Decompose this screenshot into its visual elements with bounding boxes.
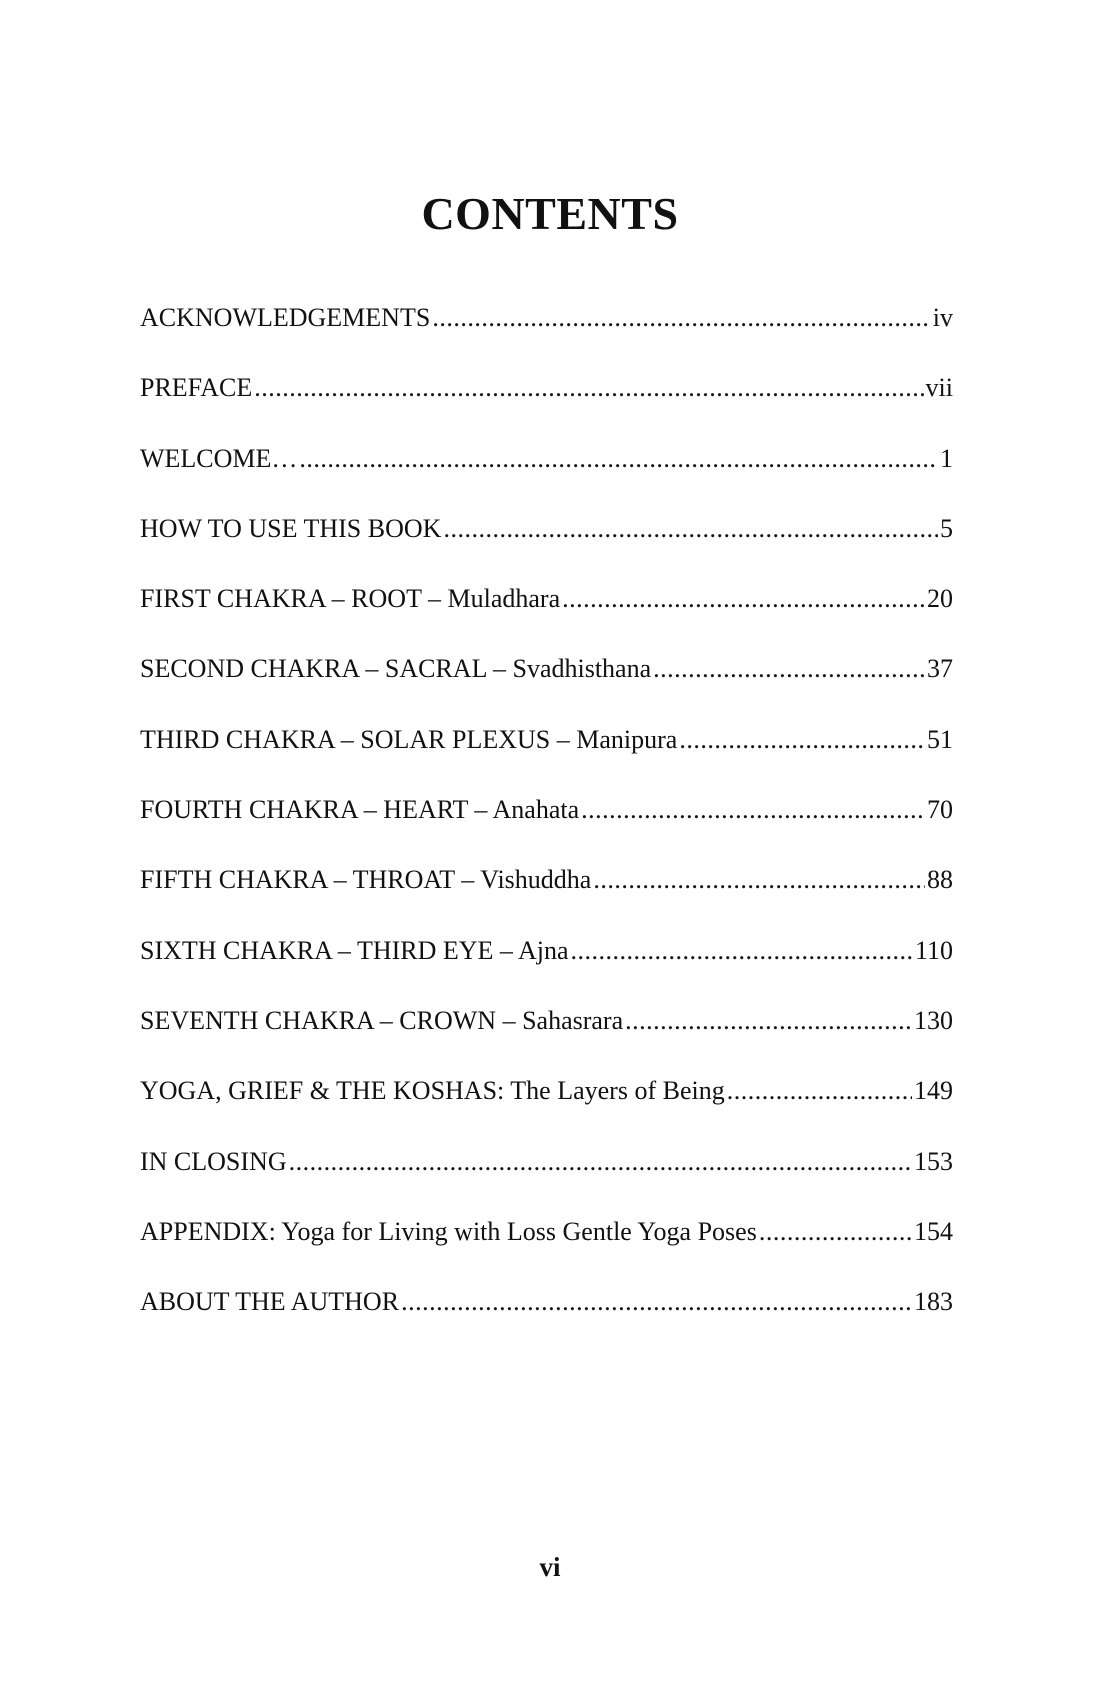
toc-entry-label: WELCOME… (140, 443, 298, 473)
dot-leader (653, 653, 925, 685)
toc-entry-sixth-chakra (140, 935, 953, 1005)
toc-entry-label: FOURTH CHAKRA – HEART – Anahata (140, 795, 580, 825)
toc-entry-label: ABOUT THE AUTHOR (140, 1287, 400, 1317)
toc-entry-page-number: 37 (927, 654, 953, 684)
toc-entry-first-chakra (140, 583, 953, 653)
toc-entry-label: SECOND CHAKRA – SACRAL – Svadhisthana (140, 654, 652, 684)
toc-entry-page-number: iv (932, 303, 953, 332)
toc-entry-page-number: 154 (914, 1216, 953, 1246)
toc-entry-label: IN CLOSING (140, 1146, 287, 1176)
dot-leader (254, 372, 923, 404)
dot-leader (593, 864, 925, 896)
toc-entry-page-number: 20 (927, 584, 953, 614)
toc-entry-label: FIFTH CHAKRA – THROAT – Vishuddha (140, 865, 592, 895)
dot-leader (432, 302, 930, 334)
toc-entry-label: ACKNOWLEDGEMENTS (140, 303, 431, 332)
page-number: vi (539, 1552, 561, 1582)
dot-leader (299, 443, 938, 475)
toc-entry-about-the-author (140, 1286, 953, 1356)
toc-entry-page-number: 183 (914, 1287, 953, 1317)
toc-entry-second-chakra (140, 653, 953, 723)
toc-entry-page-number: 88 (927, 865, 953, 895)
toc-entry-label: SEVENTH CHAKRA – CROWN – Sahasrara (140, 1005, 624, 1035)
toc-entry-label: YOGA, GRIEF & THE KOSHAS: The Layers of Being (140, 1076, 725, 1106)
toc-entry-in-closing (140, 1146, 953, 1216)
dot-leader (759, 1216, 912, 1248)
dot-leader (443, 513, 938, 545)
dot-leader (562, 583, 925, 615)
toc-entry-koshas (140, 1075, 953, 1145)
toc-entry-seventh-chakra (140, 1005, 953, 1075)
toc-entry-fourth-chakra (140, 794, 953, 864)
dot-leader (581, 794, 925, 826)
toc-entry-page-number: 130 (914, 1005, 953, 1035)
contents-title: CONTENTS (421, 187, 679, 239)
dot-leader (289, 1146, 912, 1178)
toc-entry-preface (140, 372, 953, 442)
toc-entry-page-number: 5 (940, 513, 953, 543)
dot-leader (625, 1005, 912, 1037)
table-of-contents (140, 302, 953, 1356)
toc-entry-label: PREFACE (140, 373, 253, 403)
toc-entry-page-number: 110 (914, 935, 953, 965)
toc-entry-page-number: 51 (927, 724, 953, 754)
toc-entry-how-to-use (140, 513, 953, 583)
toc-entry-acknowledgements (140, 302, 953, 372)
dot-leader (401, 1286, 912, 1318)
toc-entry-page-number: vii (925, 373, 953, 403)
toc-entry-welcome (140, 443, 953, 513)
toc-entry-label: FIRST CHAKRA – ROOT – Muladhara (140, 584, 561, 614)
toc-entry-label: THIRD CHAKRA – SOLAR PLEXUS – Manipura (140, 724, 678, 754)
toc-entry-label: SIXTH CHAKRA – THIRD EYE – Ajna (140, 935, 569, 965)
toc-entry-fifth-chakra (140, 864, 953, 934)
toc-entry-appendix (140, 1216, 953, 1286)
toc-entry-third-chakra (140, 724, 953, 794)
dot-leader (727, 1075, 912, 1107)
toc-entry-page-number: 149 (914, 1076, 953, 1106)
dot-leader (679, 724, 925, 756)
dot-leader (571, 935, 913, 967)
toc-entry-page-number: 153 (914, 1146, 953, 1176)
toc-entry-label: APPENDIX: Yoga for Living with Loss Gentle Yoga Poses (140, 1216, 757, 1246)
toc-entry-page-number: 70 (927, 795, 953, 825)
toc-entry-label: HOW TO USE THIS BOOK (140, 513, 442, 543)
toc-entry-page-number: 1 (940, 443, 953, 473)
